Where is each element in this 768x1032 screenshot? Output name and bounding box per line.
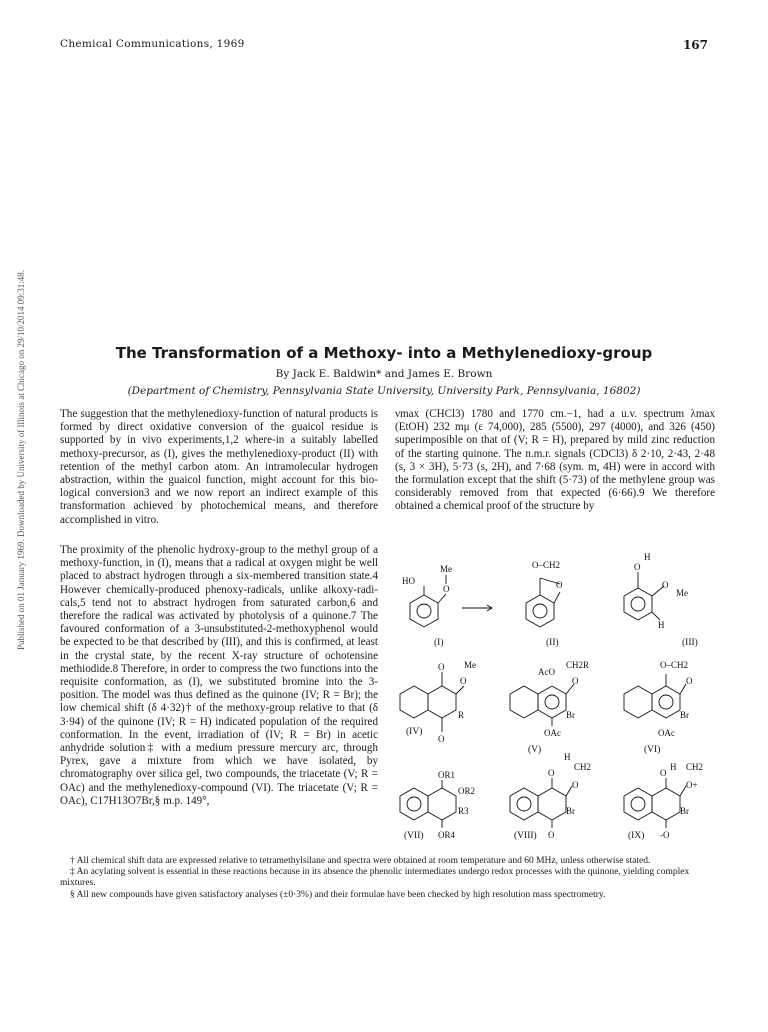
atom-O: O (438, 662, 445, 672)
atom-AcO: AcO (538, 667, 555, 677)
paragraph-proximity: The proximity of the phenolic hydroxy-group to the methyl group of a methoxy-function, in (I), means that a radical at oxygen might be well placed to abstract hydrogen through a six-membered transition state.4 However chemically-produced phenoxy-radicals, unlike alkoxy-radi-cals,5 tend not to abstract hydrogen from saturated carbon,6 and therefore the radical was activated by photolysis of a quinone.7 The favoured conformation of a 3-unsubstituted-2-methoxyphenol would be expected to be that described by (III), and this is confirmed, at least in the crystal state, by the recent X-ray structure of ochotensine methiodide.8 Therefore, in order to compress the two functions into the requisite conformation, as (I), we substituted bromine into the 3-position. The model was thus defined as the quinone (IV; R = Br); the low chemical shift (δ 4·32)† of the methoxy-group relative to that (δ 3·94) of the quinone (IV; R = H) indicated population of the required conformation. In the event, irradiation of (IV; R = Br) in acetic anhydride solution‡ with a medium pressure mercury arc, through Pyrex, gave a mixture from which we have isolated, by chromatography over silica gel, two compounds, the triacetate (V; R = OAc) and the methylenedioxy-compound (VI). The triacetate (V; R = OAc), C17H13O7Br,§ m.p. 149°, (60, 544, 378, 807)
atom-O: O (686, 676, 693, 686)
label-VI: (VI) (644, 745, 661, 755)
atom-O: O (443, 584, 450, 594)
structure-II (526, 560, 563, 648)
paragraph-spectra: νmax (CHCl3) 1780 and 1770 cm.−1, had a u.v. spectrum λmax (EtOH) 232 mμ (ε 74,000), 285 (5500), 297 (4000), and 326 (450) superimposible on that of (V; R = H), prepared by mild zinc reduction of the starting quinone. The n.m.r. signals (CDCl3) δ 2·10, 2·43, 2·48 (s, 3 × 3H), 5·73 (s, 2H), and 7·68 (sym. m, 4H) were in accord with the formulation except that the shift (5·73) of the methylene group was considerably removed from that expected (6·66).9 We therefore obtained a chemical proof of the structure by (395, 408, 715, 513)
atom-O: O (438, 734, 445, 744)
footnote-section: § All new compounds have given satisfactory analyses (±0·3%) and their formulae have been checked by high resolution mass spectrometry. (70, 889, 606, 900)
atom-O: O (572, 780, 579, 790)
atom-Br: Br (566, 806, 575, 816)
structure-IV (400, 660, 476, 744)
structure-IX (624, 762, 703, 840)
reaction-scheme (388, 548, 718, 840)
label-III: (III) (682, 638, 698, 648)
label-VIII: (VIII) (514, 831, 537, 840)
structure-V (510, 660, 589, 755)
atom-OR2: OR2 (458, 786, 476, 796)
atom-CH2: CH2 (574, 762, 592, 772)
atom-OAc: OAc (544, 728, 561, 738)
structure-III (624, 552, 698, 648)
label-V: (V) (528, 745, 542, 755)
left-column-lower (60, 544, 378, 808)
atom-OR1: OR1 (438, 770, 456, 780)
atom-O: O (460, 676, 467, 686)
atom-O: O (662, 580, 669, 590)
running-head: Chemical Communications, 1969 (60, 38, 245, 50)
atom-Me: Me (464, 660, 476, 670)
atom-O: O (548, 830, 555, 840)
article-affiliation: (Department of Chemistry, Pennsylvania State University, University Park, Pennsylvania, 16802) (127, 385, 641, 397)
atom-R3: R3 (458, 806, 469, 816)
paragraph-intro: The suggestion that the methylenedioxy-function of natural products is formed by direct oxidative conversion of the guaicol residue is supported by in vivo experiments,1,2 where-in a suitably labelled methoxy-precursor, as (I), gives the methylenedioxy-product (II) with retention of the methyl carbon atom. An intramolecular hydrogen abstraction, within the guaicol function, might account for this bio-logical conversion3 and we now report an indirect example of this transformation achieved by photochemical means, and therefore accomplished in vitro. (60, 408, 378, 526)
structure-VII (400, 770, 475, 840)
atom-H: H (658, 620, 665, 630)
atom-OAc: OAc (658, 728, 675, 738)
label-IV: (IV) (406, 727, 423, 737)
atom-O: O (572, 676, 579, 686)
atom-Br: Br (566, 710, 575, 720)
footnote-double-dagger: ‡ An acylating solvent is essential in these reactions because in its absence the phenolic intermediates undergo redox processes with the quinone, yielding complex mixtures. (60, 867, 690, 889)
atom-O: O (548, 768, 555, 778)
label-VII: (VII) (404, 831, 424, 840)
atom-H: H (564, 752, 571, 762)
page-number: 167 (682, 38, 708, 52)
atom-OCH2: O–CH2 (660, 660, 689, 670)
atom-Me: Me (676, 588, 688, 598)
structure-VI (624, 660, 693, 755)
atom-Br: Br (680, 710, 689, 720)
atom-Me: Me (440, 564, 452, 574)
label-I: (I) (434, 638, 444, 648)
label-II: (II) (546, 638, 559, 648)
atom-O: O (660, 768, 667, 778)
atom-HO: HO (402, 576, 415, 586)
right-column (395, 408, 715, 514)
article-authors: By Jack E. Baldwin* and James E. Brown (275, 368, 493, 380)
download-notice[interactable]: Published on 01 January 1969. Downloaded by University of Illinois at Chicago on 29/10/2014 09:31:48. (16, 270, 26, 650)
footnotes (60, 856, 716, 901)
structure-I (402, 564, 452, 648)
atom-O: O (634, 562, 641, 572)
structures-figure (388, 548, 718, 840)
atom-CH2: CH2 (686, 762, 704, 772)
reaction-arrow (462, 605, 492, 611)
label-IX: (IX) (628, 831, 645, 840)
footnote-dagger: † All chemical shift data are expressed relative to tetramethylsilane and spectra were obtained at room temperature and 60 MHz, unless otherwise stated. (70, 856, 651, 866)
atom-OR4: OR4 (438, 830, 456, 840)
atom-O-minus: -O (660, 830, 670, 840)
download-sidebar (4, 180, 26, 650)
atom-H: H (670, 762, 677, 772)
atom-OCH2: O–CH2 (532, 560, 561, 570)
atom-R: R (458, 710, 465, 720)
atom-Br: Br (680, 806, 689, 816)
structure-VIII (510, 752, 591, 840)
left-column (60, 408, 378, 527)
atom-O-plus: O+ (686, 780, 698, 790)
atom-H: H (644, 552, 651, 562)
atom-O: O (556, 580, 563, 590)
article-title: The Transformation of a Methoxy- into a Methylenedioxy-group (115, 344, 653, 362)
atom-CH2R: CH2R (566, 660, 590, 670)
